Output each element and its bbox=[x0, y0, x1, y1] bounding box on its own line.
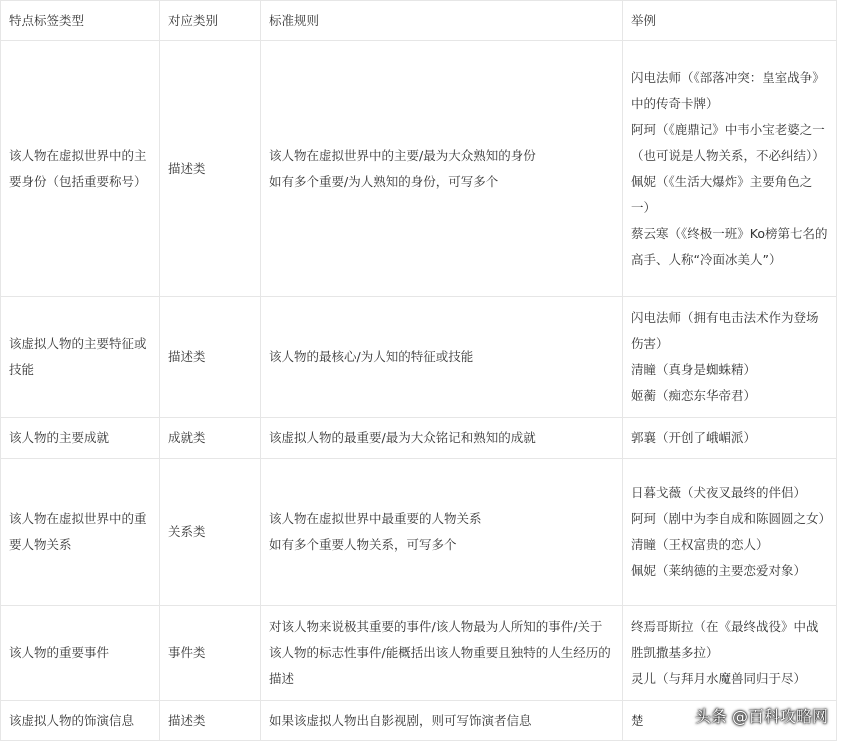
type-cell: 该虚拟人物的饰演信息 bbox=[1, 701, 160, 741]
example-item: 蔡云寒（《终极一班》Ko榜第七名的高手、人称“冷面冰美人”） bbox=[631, 225, 828, 267]
rule-cell bbox=[261, 606, 623, 701]
example-item: 终焉哥斯拉（在《最终战役》中战胜凯撒基多拉） bbox=[631, 619, 819, 660]
type-cell: 该人物在虚拟世界中的主要身份（包括重要称号） bbox=[1, 41, 160, 297]
example-item: 灵儿（与拜月水魔兽同归于尽） bbox=[631, 671, 807, 686]
rule-line: 该人物在虚拟世界中的主要/最为大众熟知的身份 bbox=[269, 147, 536, 163]
table-row bbox=[1, 41, 837, 297]
rule-line: 如有多个重要人物关系，可写多个 bbox=[269, 537, 457, 552]
header-rule: 标准规则 bbox=[261, 1, 623, 41]
example-item: 闪电法师（拥有电击法术作为登场伤害） bbox=[631, 310, 819, 351]
header-row bbox=[1, 1, 837, 41]
example-item: 郭襄（开创了峨嵋派） bbox=[631, 430, 757, 445]
category-cell: 描述类 bbox=[160, 701, 261, 741]
example-item: 闪电法师（《部落冲突：皇室战争》中的传奇卡牌） bbox=[631, 69, 825, 111]
example-item: 清瞳（王权富贵的恋人） bbox=[631, 537, 769, 552]
table-row bbox=[1, 297, 837, 418]
example-item: 阿珂（剧中为李自成和陈圆圆之女） bbox=[631, 511, 832, 526]
example-item: 阿珂（《鹿鼎记》中韦小宝老婆之一（也可说是人物关系，不必纠结）） bbox=[631, 121, 825, 163]
category-cell: 事件类 bbox=[160, 606, 261, 701]
rule-line: 该人物的最核心/为人知的特征或技能 bbox=[269, 349, 474, 364]
example-item: 日暮戈薇（犬夜叉最终的伴侣） bbox=[631, 485, 807, 500]
examples-cell bbox=[623, 418, 837, 459]
rule-cell bbox=[261, 701, 623, 741]
example-item: 楚 bbox=[631, 712, 644, 728]
type-cell: 该人物的重要事件 bbox=[1, 606, 160, 701]
table-row bbox=[1, 606, 837, 701]
table-row bbox=[1, 459, 837, 606]
rule-cell bbox=[261, 41, 623, 297]
examples-cell bbox=[623, 459, 837, 606]
rule-cell bbox=[261, 297, 623, 418]
examples-cell bbox=[623, 297, 837, 418]
type-cell: 该虚拟人物的主要特征或技能 bbox=[1, 297, 160, 418]
example-item: 清瞳（真身是蜘蛛精） bbox=[631, 362, 757, 377]
category-cell: 关系类 bbox=[160, 459, 261, 606]
watermark-logo: 头条 @百科攻略网 bbox=[694, 707, 828, 726]
category-cell: 成就类 bbox=[160, 418, 261, 459]
header-type: 特点标签类型 bbox=[1, 1, 160, 41]
rule-line: 该人物在虚拟世界中最重要的人物关系 bbox=[269, 511, 482, 526]
category-cell: 描述类 bbox=[160, 41, 261, 297]
header-examples: 举例 bbox=[623, 1, 837, 41]
rule-line: 如有多个重要/为人熟知的身份，可写多个 bbox=[269, 173, 499, 189]
example-item: 佩妮（莱纳德的主要恋爱对象） bbox=[631, 563, 807, 578]
rule-cell bbox=[261, 459, 623, 606]
example-item: 姬蘅（痴恋东华帝君） bbox=[631, 388, 757, 403]
examples-cell bbox=[623, 41, 837, 297]
rule-line: 对该人物来说极其重要的事件/该人物最为人所知的事件/关于该人物的标志性事件/能概括出该人物重要且独特的人生经历的描述 bbox=[269, 619, 611, 686]
rule-line: 如果该虚拟人物出自影视剧，则可写饰演者信息 bbox=[269, 712, 532, 728]
examples-cell bbox=[623, 606, 837, 701]
example-item: 佩妮（《生活大爆炸》主要角色之一） bbox=[631, 173, 813, 215]
rule-cell bbox=[261, 418, 623, 459]
type-cell: 该人物在虚拟世界中的重要人物关系 bbox=[1, 459, 160, 606]
category-cell: 描述类 bbox=[160, 297, 261, 418]
type-cell: 该人物的主要成就 bbox=[1, 418, 160, 459]
table-row bbox=[1, 418, 837, 459]
header-category: 对应类别 bbox=[160, 1, 261, 41]
rule-line: 该虚拟人物的最重要/最为大众铭记和熟知的成就 bbox=[269, 430, 536, 445]
